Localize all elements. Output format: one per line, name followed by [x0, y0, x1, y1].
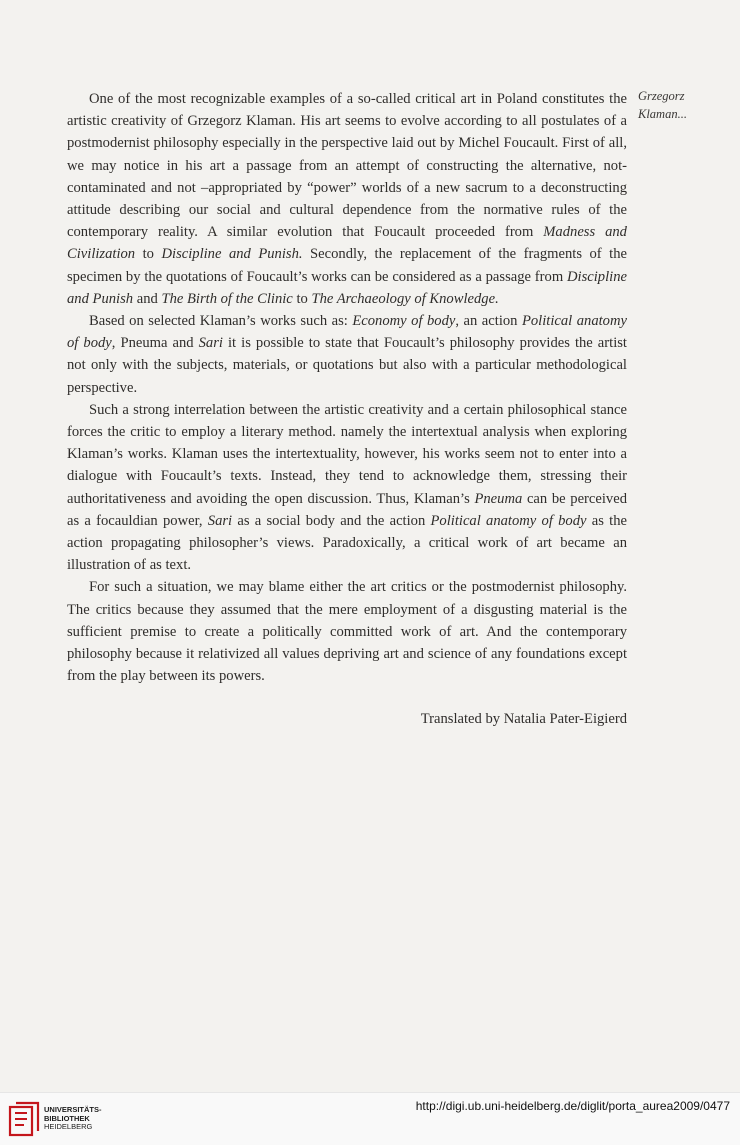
margin-note-line-2: Klaman...: [638, 107, 687, 121]
italic-title: Pneuma: [474, 490, 523, 507]
italic-title: Political anatomy of body: [67, 313, 627, 352]
text-run: as a social body and the action: [232, 512, 431, 529]
text-run: it is possible to state that Foucault’s philosophy provides the artist not only with the subjects, materials, or quotations but also with a particular methodological perspective.: [67, 335, 627, 396]
italic-title: Economy of body: [352, 313, 456, 330]
margin-note: [638, 87, 728, 123]
footer-bar: [0, 1092, 740, 1145]
text-run: to: [135, 246, 162, 263]
library-name-line-1: UNIVERSITÄTS-: [44, 1105, 102, 1114]
margin-note-line-1: Grzegorz: [638, 89, 685, 103]
paragraph-1: [67, 88, 627, 310]
library-name-line-3: HEIDELBERG: [44, 1122, 93, 1131]
italic-title: Sari: [207, 512, 233, 529]
italic-title: Madness and Civilization: [67, 224, 627, 263]
italic-title: The Archaeology of Knowledge.: [311, 290, 499, 307]
library-name-line-2: BIBLIOTHEK: [44, 1113, 90, 1123]
text-run: One of the most recognizable examples of a so-called critical art in Poland constitutes the artistic creativity of Grzegorz Klaman. His art seems to evolve according to all postulates of a postmodernist philosophy especially in the perspective laid out by Michel Foucault. First of all, we may notice in his art a passage from an attempt of constructing the alternative, not-contaminated and not –appropriated by “power” worlds of a new sacrum to a deconstructing attitude describing our social and cultural dependence from the normative rules of the contemporary reality. A similar evolution that Foucault proceeded from: [67, 91, 627, 241]
library-name: [44, 1106, 102, 1132]
source-url-link[interactable]: http://digi.ub.uni-heidelberg.de/diglit/porta_aurea2009/0477: [415, 1099, 730, 1113]
italic-title: Political anatomy of body: [430, 512, 587, 529]
library-logo-icon[interactable]: [8, 1101, 40, 1139]
text-run: , Pneuma and: [111, 335, 199, 352]
main-text: [67, 88, 627, 687]
italic-title: The Birth of the Clinic: [161, 290, 293, 307]
italic-title: Discipline and Punish.: [161, 246, 303, 263]
text-run: to: [292, 290, 312, 307]
text-run: can be perceived as a focauldian power,: [67, 490, 627, 529]
text-run: as the action propagating philosopher’s views. Paradoxically, a critical work of art became an illustration of as text.: [67, 512, 628, 574]
text-run: Based on selected Klaman’s works such as:: [89, 313, 353, 330]
paragraph-3: [67, 399, 627, 577]
translator-credit: Translated by Natalia Pater-Eigierd: [420, 711, 627, 727]
text-run: Secondly, the replacement of the fragments of the specimen by the quotations of Foucault’s works can be considered as a passage from: [67, 246, 627, 285]
paragraph-2: [67, 310, 627, 399]
italic-title: Sari: [198, 335, 223, 352]
paragraph-4: For such a situation, we may blame either the art critics or the postmodernist philosophy. The critics because they assumed that the mere employment of a disgusting material is the sufficient premise to create a politically committed work of art. And the contemporary philosophy because it relativized all values depriving art and science of any foundations except from the play between its powers.: [67, 579, 627, 685]
text-run: , an action: [455, 313, 522, 330]
text-run: and: [133, 290, 162, 307]
text-run: Such a strong interrelation between the artistic creativity and a certain philosophical stance forces the critic to employ a literary method. namely the intertextual analysis when exploring Klaman’s works. Klaman uses the intertextuality, however, his works seem not to enter into a dialogue with Foucault’s texts. Instead, they tend to acknowledge them, stressing their authoritativeness and avoiding the open discussion. Thus, Klaman’s: [67, 401, 627, 507]
italic-title: Discipline and Punish: [67, 268, 627, 307]
